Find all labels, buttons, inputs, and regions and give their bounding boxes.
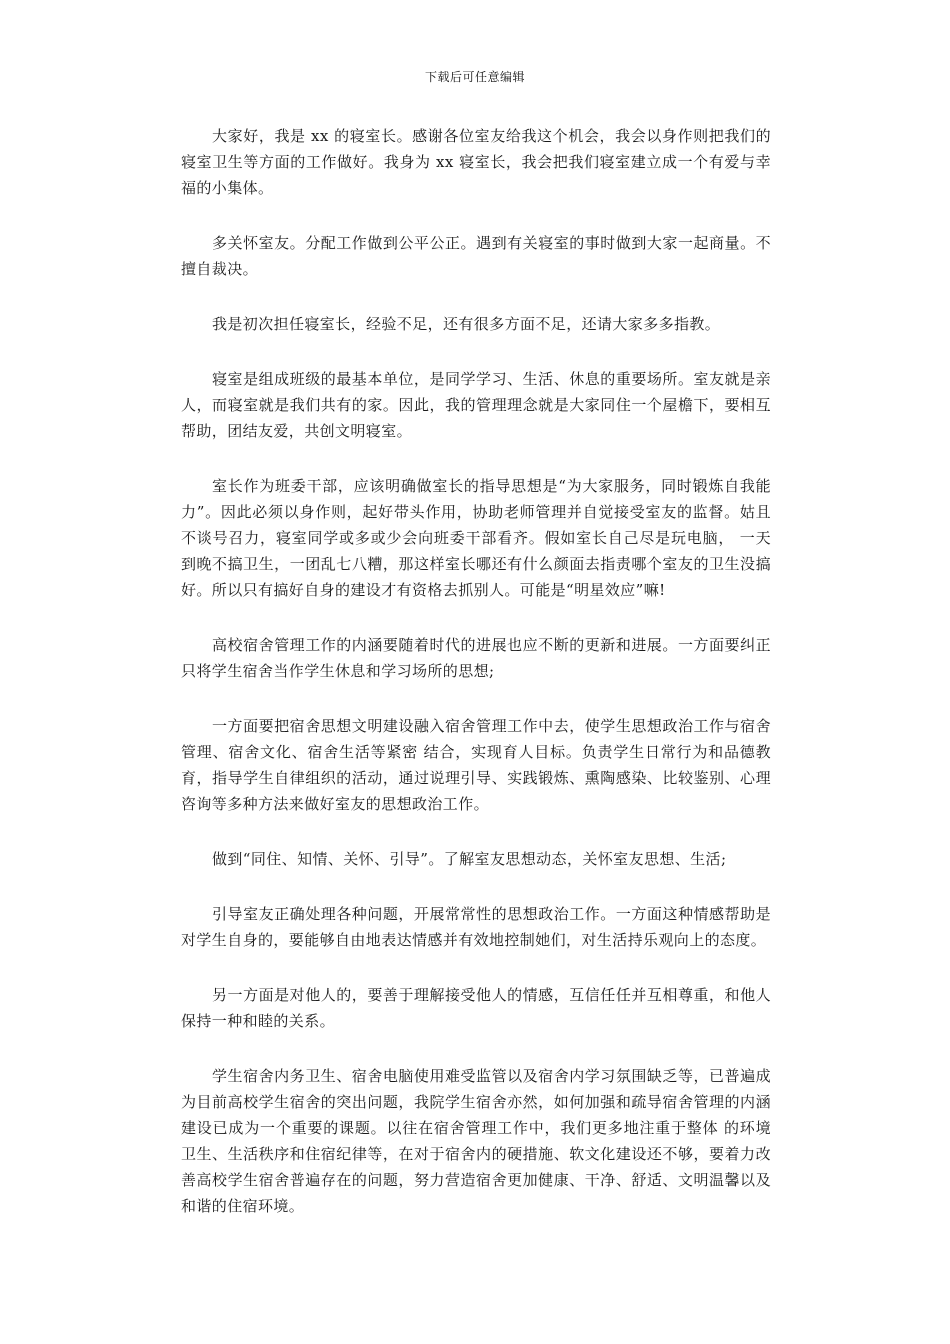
header-note: 下载后可任意编辑: [424, 70, 525, 84]
paragraph-2: 多关怀室友。分配工作做到公平公正。遇到有关寝室的事时做到大家一起商量。不擅自裁决。: [181, 234, 771, 278]
paragraph-6: 高校宿舍管理工作的内涵要随着时代的进展也应不断的更新和进展。一方面要纠正只将学生宿舍当作学生休息和学习场所的思想;: [181, 636, 771, 680]
paragraph-3: 我是初次担任寝室长，经验不足，还有很多方面不足，还请大家多多指教。: [212, 315, 721, 333]
paragraph-7: 一方面要把宿舍思想文明建设融入宿舍管理工作中去，使学生思想政治工作与宿舍管理、宿舍文化、宿舍生活等紧密 结合，实现育人目标。负责学生日常行为和品德教育，指导学生自律组织的活动，通过说理引导、实践锻炼、熏陶感染、比较鉴别、心理咨询等多种方法来做好室友的思想政治工作。: [181, 717, 771, 813]
paragraph-5: 室长作为班委干部，应该明确做室长的指导思想是“为大家服务，同时锻炼自我能力”。因此必须以身作则，起好带头作用，协助老师管理并自觉接受室友的监督。姑且不谈号召力，寝室同学或多或少会向班委干部看齐。假如室长自己尽是玩电脑， 一天到晚不搞卫生，一团乱七八糟，那这样室长哪还有什么颜面去指责哪个室友的卫生没搞好。所以只有搞好自身的建设才有资格去抓别人。可能是“明星效应”嘛!: [181, 477, 771, 599]
paragraph-11: 学生宿舍内务卫生、宿舍电脑使用难受监管以及宿舍内学习氛围缺乏等，已普遍成为目前高校学生宿舍的突出问题，我院学生宿舍亦然，如何加强和疏导宿舍管理的内涵建设已成为一个重要的课题。以往在宿舍管理工作中，我们更多地注重于整体 的环境卫生、生活秩序和住宿纪律等，在对于宿舍内的硬措施、软文化建设还不够，要着力改善高校学生宿舍普遍存在的问题，努力营造宿舍更加健康、干净、舒适、文明温馨以及和谐的住宿环境。: [181, 1067, 771, 1215]
paragraph-4: 寝室是组成班级的最基本单位，是同学学习、生活、休息的重要场所。室友就是亲人，而寝室就是我们共有的家。因此，我的管理理念就是大家同住一个屋檐下，要相互帮助，团结友爱，共创文明寝室。: [181, 370, 771, 440]
document-body: [181, 123, 771, 1248]
paragraph-8: 做到“同住、知情、关怀、引导”。了解室友思想动态，关怀室友思想、生活;: [212, 850, 727, 868]
paragraph-1: 大家好，我是 xx 的寝室长。感谢各位室友给我这个机会，我会以身作则把我们的寝室卫生等方面的工作做好。我身为 xx 寝室长，我会把我们寝室建立成一个有爱与幸福的小集体。: [181, 127, 771, 197]
paragraph-10: 另一方面是对他人的，要善于理解接受他人的情感，互信任任并互相尊重，和他人保持一种和睦的关系。: [181, 986, 771, 1030]
paragraph-9: 引导室友正确处理各种问题，开展常常性的思想政治工作。一方面这种情感帮助是对学生自身的，要能够自由地表达情感并有效地控制她们，对生活持乐观向上的态度。: [181, 905, 771, 949]
